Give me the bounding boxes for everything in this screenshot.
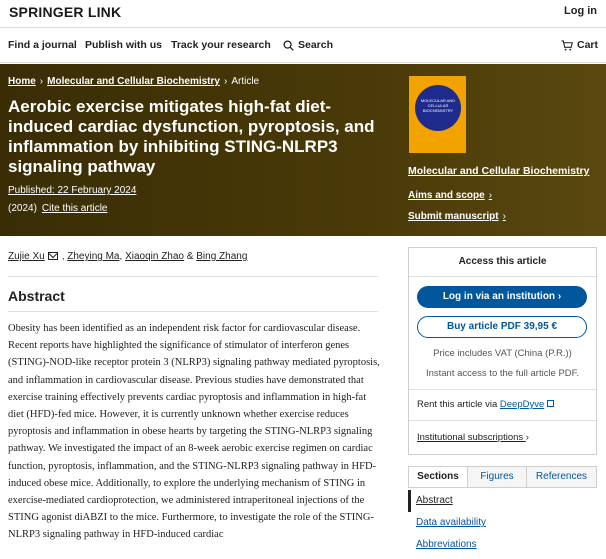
institutional-label: Institutional subscriptions [417,432,524,443]
abstract-heading: Abstract [8,288,65,304]
nav-search[interactable]: Search [298,39,334,51]
submit-label: Submit manuscript [408,211,499,222]
author-link[interactable]: Zheying Ma [67,251,120,262]
author-ampersand: & [186,251,194,262]
aims-label: Aims and scope [408,190,485,201]
cite-article-link[interactable]: Cite this article [41,203,108,214]
instant-access-note: Instant access to the full article PDF. [425,368,580,379]
vat-note: Price includes VAT (China (P.R.)) [433,348,572,359]
cover-title: MOLECULAR AND CELLULAR BIOCHEMISTRY [420,98,456,113]
search-icon[interactable] [283,40,294,51]
article-year [8,203,107,214]
springer-link-logo[interactable]: SPRINGER LINK [9,4,122,20]
section-link-abbreviations[interactable]: Abbreviations [416,539,477,550]
rent-prefix: Rent this article via [417,399,500,410]
access-panel [408,247,597,455]
author-link[interactable]: Xiaoqin Zhao [125,251,184,262]
rent-article [417,399,554,410]
breadcrumb-home[interactable]: Home [8,76,36,87]
year-text: (2024) [8,203,37,214]
abstract-text: Obesity has been identified as an independent risk factor for cardiovascular disease. Recent reports have highlighted the significance of stimulator of interferon genes (STING)-NOD-like receptor protein 3 (NLRP3) signaling pathway mediated pyroptosis, and inflammation in cardiovascular disease. Previous studies have demonstrated that exercise training effectively prevents cardiac pyroptosis and inflammation in high-fat diet (HFD)-fed mice. However, it is currently unknown whether exercise reduces pyroptosis and inflammation in obese hearts by targeting the STING-NLRP3 signaling pathway. We investigated the impact of an 8-week aerobic exercise regimen on cardiac function, pyroptosis, inflammation, and the STING-NLRP3 signaling pathway in HFD-induced obese mice. Additionally, to explore the underlying mechanism of STING in exercise-mediated cardioprotection, we administered intraperitoneal injections of the STING agonist diABZI to the mice. Furthermore, to investigate the role of the STING-NLRP3 signaling pathway in HFD-induced cardiac [8,323,380,541]
cart-icon[interactable] [561,40,573,51]
tab-references[interactable]: References [526,466,597,488]
divider [8,276,378,277]
journal-cover[interactable] [409,76,466,153]
section-link-data-availability[interactable]: Data availability [416,517,487,528]
author-separator: , [119,251,123,262]
external-link-icon [547,400,554,407]
chevron-right-icon: › [502,211,506,222]
divider [8,311,378,312]
tab-sections[interactable]: Sections [408,466,468,488]
login-link[interactable]: Log in [564,5,597,17]
breadcrumb-separator: › [223,76,228,87]
institution-button-label: Log in via an institution [442,291,556,302]
chevron-right-icon: › [557,291,562,302]
author-link[interactable]: Bing Zhang [196,251,248,262]
author-separator: , [61,251,65,262]
breadcrumb-separator: › [39,76,44,87]
journal-name-link[interactable]: Molecular and Cellular Biochemistry [408,165,590,177]
access-title: Access this article [458,256,547,267]
breadcrumb-current: Article [231,76,260,87]
breadcrumb [8,76,259,87]
email-icon[interactable] [48,252,58,260]
tab-figures[interactable]: Figures [467,466,527,488]
published-date[interactable]: Published: 22 February 2024 [8,185,137,196]
divider [409,420,596,421]
top-bar [0,0,606,28]
divider [409,276,596,277]
deepdyve-link[interactable]: DeepDyve [499,399,545,410]
divider [409,389,596,390]
article-title: Aerobic exercise mitigates high-fat diet-induced cardiac dysfunction, pyroptosis, and inflammation by inhibiting STING-NLRP3 signaling pathway [8,97,375,176]
nav-publish[interactable]: Publish with us [85,39,163,51]
login-institution-button[interactable] [417,286,587,308]
nav-find-journal[interactable]: Find a journal [8,39,77,51]
author-list [8,251,247,262]
aims-scope-link[interactable] [408,190,492,201]
section-tabs [408,466,597,488]
author-link[interactable]: Zujie Xu [8,251,45,262]
chevron-right-icon: › [525,432,529,443]
nav-cart[interactable]: Cart [577,39,599,51]
main-nav [0,29,606,63]
submit-manuscript-link[interactable] [408,211,506,222]
section-link-abstract[interactable]: Abstract [416,495,453,506]
buy-pdf-button[interactable]: Buy article PDF 39,95 € [417,316,587,338]
chevron-right-icon: › [488,190,493,201]
breadcrumb-journal[interactable]: Molecular and Cellular Biochemistry [47,76,220,87]
institutional-subscriptions-link[interactable] [417,432,529,443]
active-section-indicator [408,490,411,512]
nav-track-research[interactable]: Track your research [171,39,271,51]
article-hero [0,64,606,236]
tabs-underline [408,487,597,488]
